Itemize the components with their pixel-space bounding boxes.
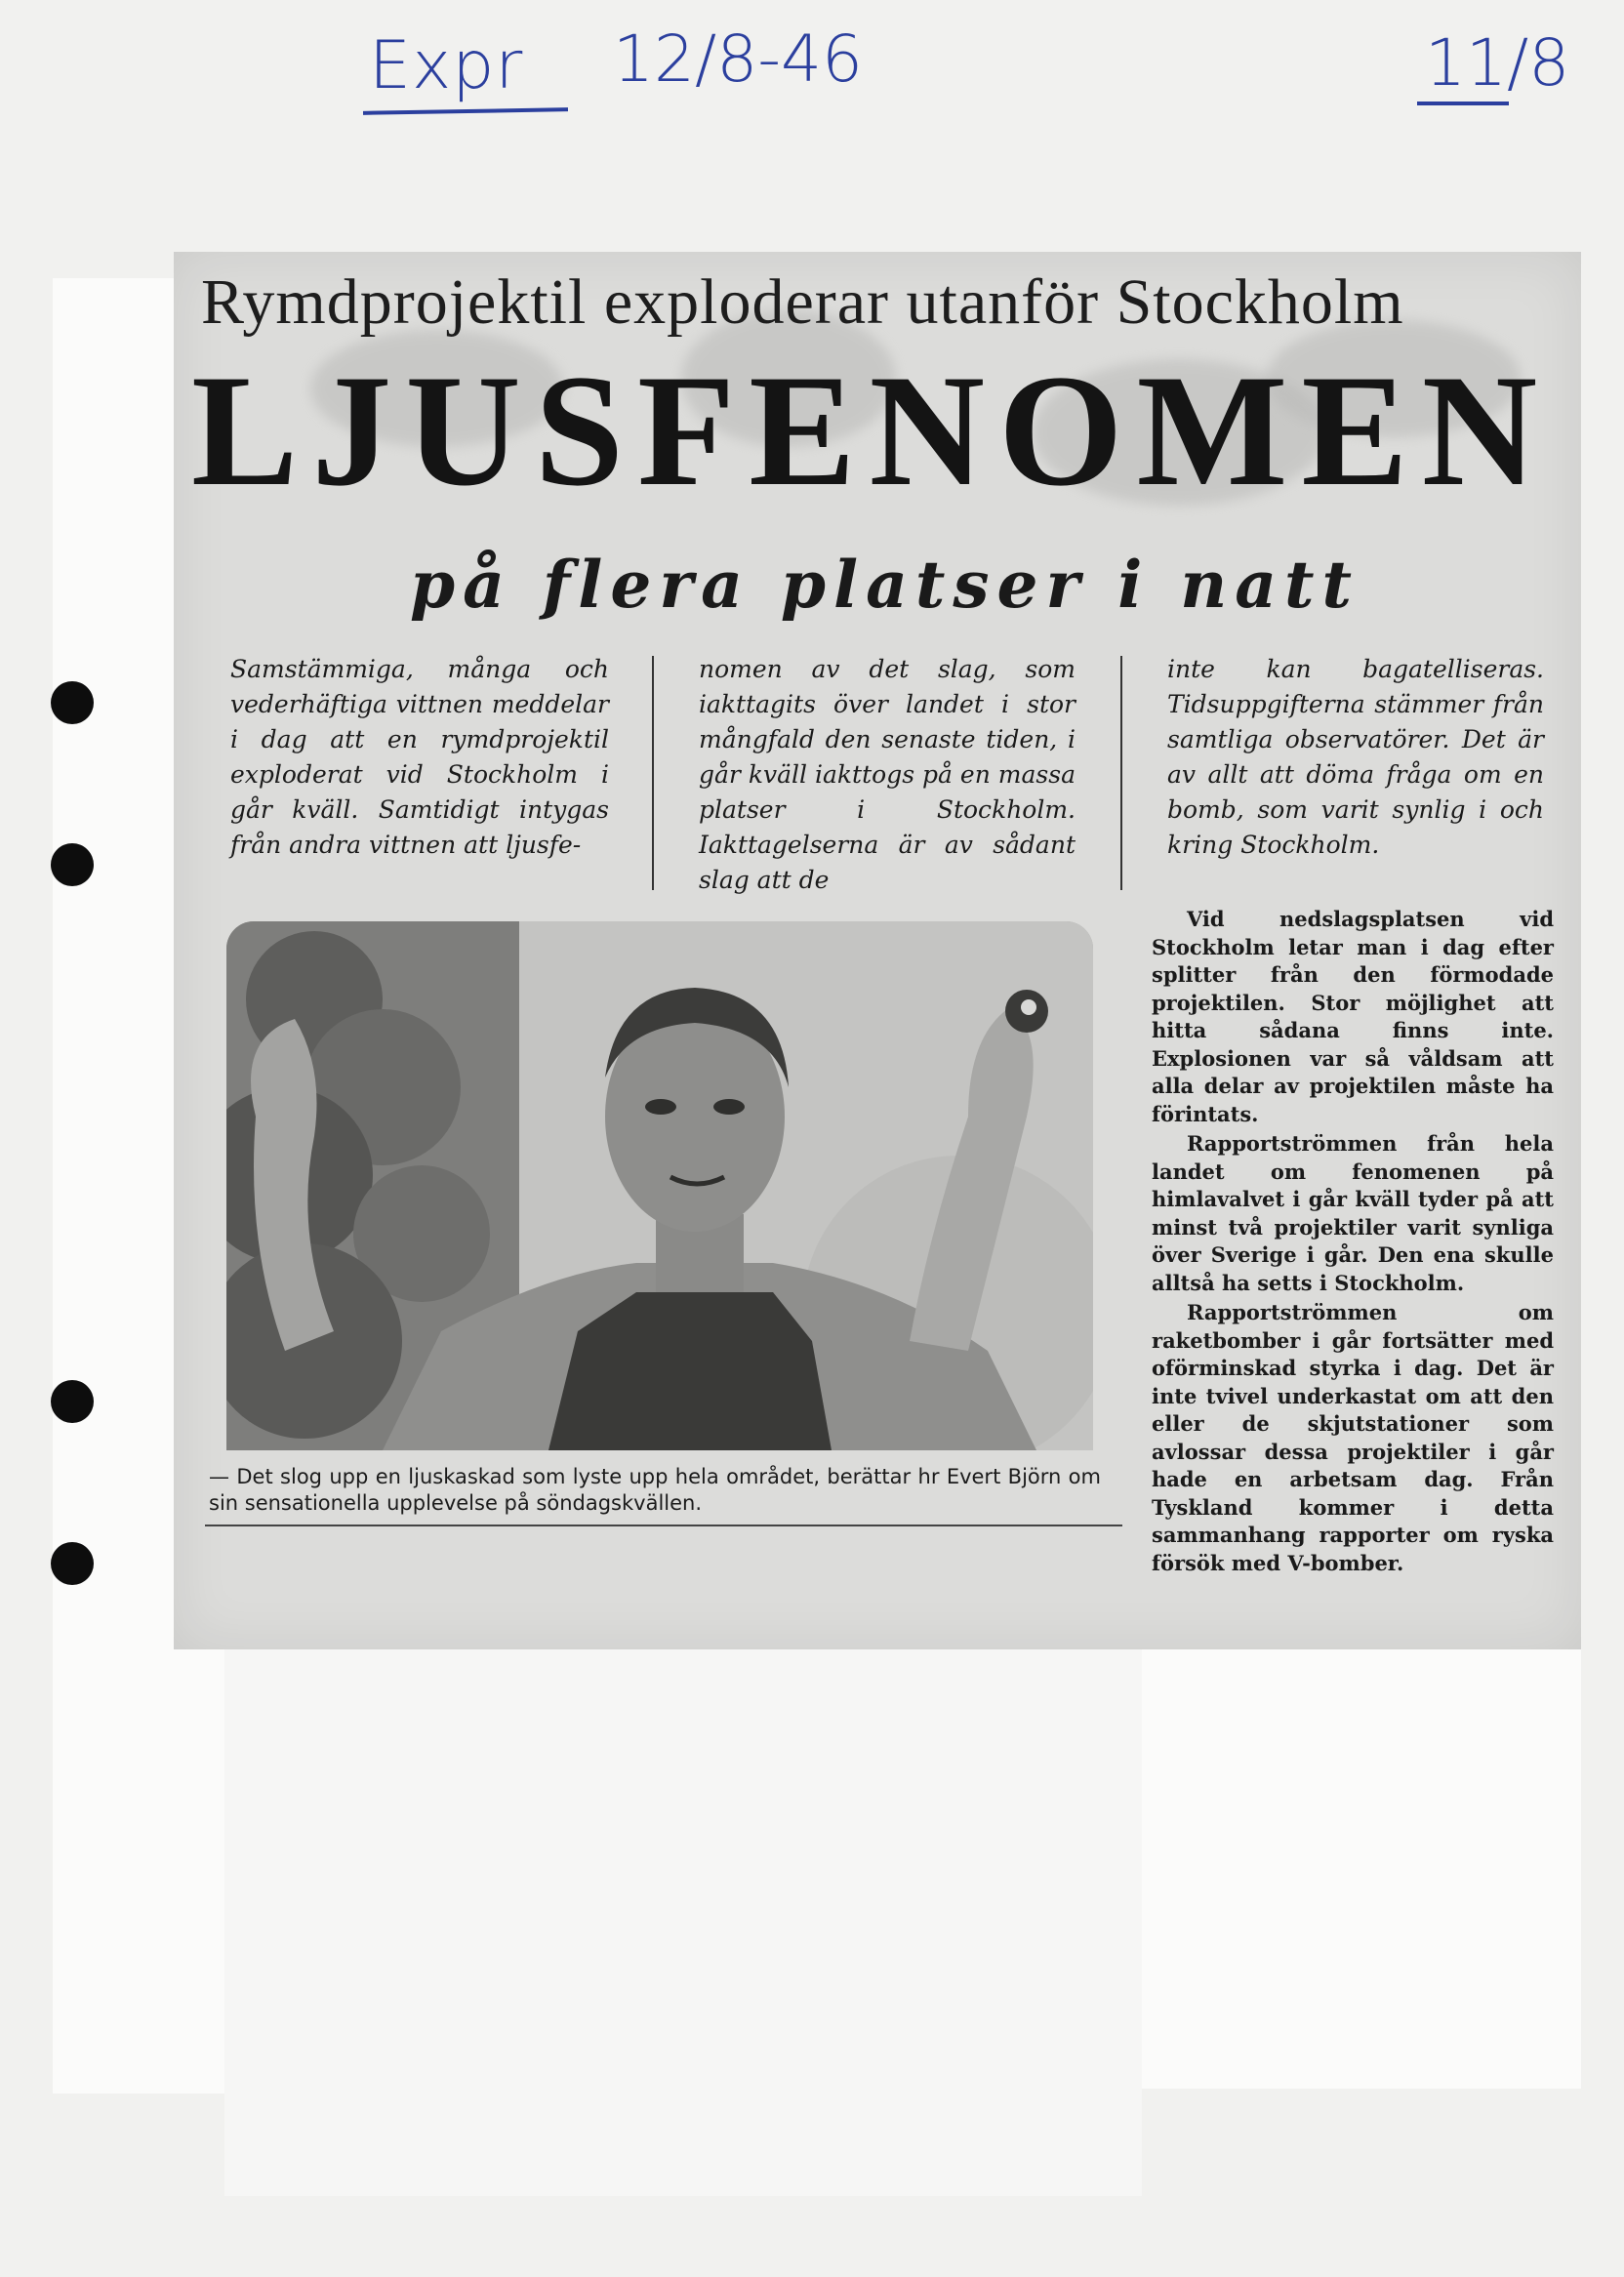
column-rule [1120, 656, 1122, 890]
photo-caption: — Det slog upp en ljuskaskad som lyste upp hela området, berättar hr Evert Björn om sin sensationella upplevelse på söndagskvällen. [209, 1465, 1101, 1515]
body-text-column [1152, 906, 1554, 1579]
kicker-headline: Rymdprojektil exploderar utanför Stockholm [201, 266, 1404, 338]
lead-column-2 [699, 652, 1076, 898]
column-rule [652, 656, 654, 890]
witness-photo-illustration [226, 921, 1093, 1450]
backing-paper-bottom [224, 1649, 1142, 2196]
caption-rule [205, 1525, 1122, 1526]
punch-hole [51, 843, 94, 886]
handwritten-source: Expr [369, 27, 524, 104]
handwritten-date: 12/8-46 [613, 21, 864, 97]
body-paragraph: Rapportströmmen om raketbomber i går fortsätter med oförminskad styrka i dag. Det är inte tvivel underkastat om att den eller de skjutstationer som avlossar dessa projektiler i går hade en arbetsam dag. Från Tyskland kommer i detta sammanhang rapporter om ryska försök med V-bomber. [1152, 1300, 1554, 1575]
subheadline: på flera platser i natt [410, 547, 1360, 623]
handwritten-underline [1417, 102, 1509, 105]
punch-hole [51, 1380, 94, 1423]
handwritten-page-number: 11/8 [1425, 25, 1570, 101]
lead-text: nomen av det slag, som iakttagits över landet i stor mångfald den senaste tiden, i går kväll iakttogs på en massa platser i Stockholm. Iakttagelserna är av sådant slag att de [699, 655, 1076, 894]
lead-text: Samstämmiga, många och vederhäftiga vittnen meddelar i dag att en rymdprojektil exploderat vid Stockholm i går kväll. Samtidigt intygas från andra vittnen att ljusfe- [230, 655, 609, 859]
body-paragraph: Rapportströmmen från hela landet om fenomenen på himlavalvet i går kväll tyder på att minst två projektiler varit synliga över Sverige i går. Den ena skulle alltså ha setts i Stockholm. [1152, 1131, 1554, 1295]
handwritten-underline [363, 107, 568, 115]
lead-text: inte kan bagatelliseras. Tidsuppgifterna stämmer från samtliga observatörer. Det är av allt att döma fråga om en bomb, som varit synlig i och kring Stockholm. [1167, 655, 1544, 859]
lead-column-3 [1167, 652, 1544, 863]
body-paragraph: Vid nedslagsplatsen vid Stockholm letar man i dag efter splitter från den förmodade projektilen. Stor möjlighet att hitta sådana finns inte. Explosionen var så våldsam att alla delar av projektilen måste ha förintats. [1152, 907, 1554, 1126]
punch-hole [51, 681, 94, 724]
backing-paper-right [1142, 1649, 1581, 2089]
punch-hole [51, 1542, 94, 1585]
lead-column-1 [230, 652, 609, 863]
main-headline: LJUSFENOMEN [191, 343, 1552, 519]
witness-photo [226, 921, 1093, 1450]
